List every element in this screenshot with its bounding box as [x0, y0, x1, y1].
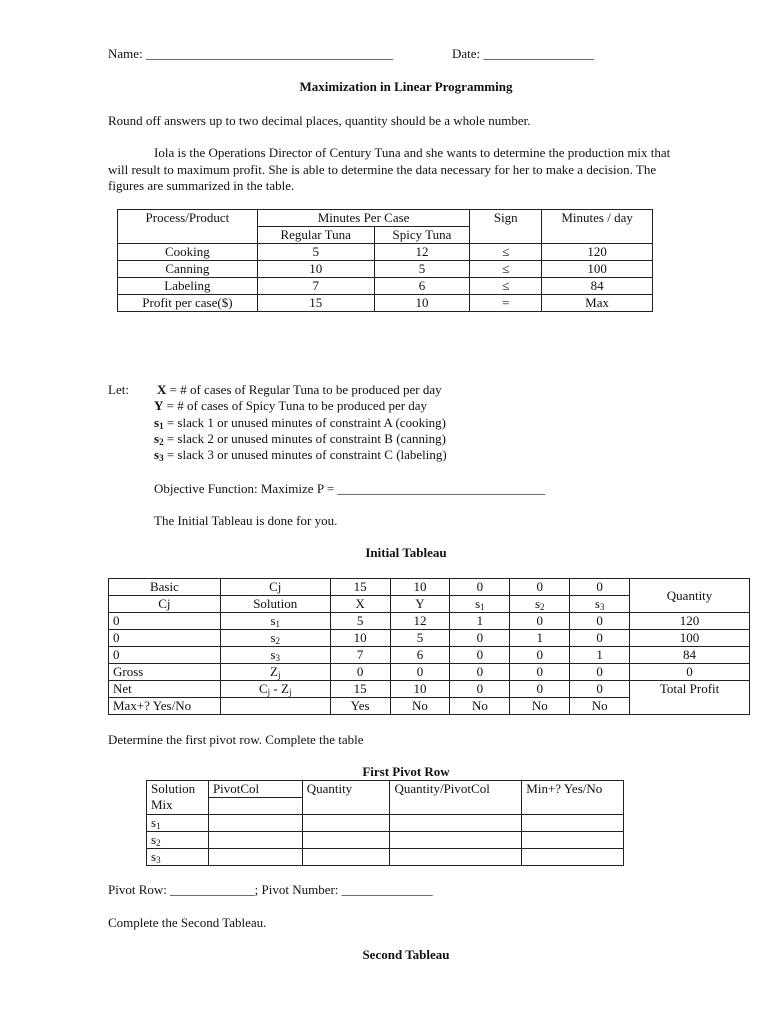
header-solution-line1: Solution	[151, 781, 196, 796]
cell: 10	[330, 630, 390, 647]
header-cj-col: Cj	[109, 596, 221, 613]
var-s: s	[151, 849, 157, 864]
var-s: s	[154, 447, 160, 462]
cell: 6	[374, 278, 470, 295]
var-s: s	[154, 431, 160, 446]
cell[interactable]	[208, 849, 302, 866]
cell: Yes	[330, 698, 390, 715]
initial-tableau	[108, 578, 750, 715]
cell: 12	[390, 613, 450, 630]
problem-line: will result to maximum profit. She is able to determine the data necessary for her to make a decision. The	[108, 161, 657, 177]
cell	[220, 698, 330, 715]
def-s1	[154, 415, 446, 431]
var-s: s	[270, 647, 276, 662]
cell: 120	[542, 244, 653, 261]
var-y: Y	[154, 398, 164, 413]
def-s3	[154, 447, 447, 463]
var-x: X	[157, 382, 167, 397]
cell: 0	[450, 647, 510, 664]
gross-label: Gross	[109, 664, 221, 681]
cell: 5	[390, 630, 450, 647]
cell: =	[470, 295, 542, 312]
table-row	[147, 849, 624, 866]
var-s: s	[475, 596, 481, 611]
sub: 1	[159, 421, 164, 431]
var-s: s	[151, 815, 157, 830]
cell: 10	[374, 295, 470, 312]
var-s: s	[270, 630, 276, 645]
header-solution-mix	[147, 781, 209, 815]
cell: 5	[374, 261, 470, 278]
cell: 0	[510, 647, 570, 664]
header-sign: Sign	[470, 210, 542, 244]
pivot-instruction: Determine the first pivot row. Complete the table	[108, 732, 364, 747]
row-cj: 0	[109, 613, 221, 630]
data-table	[117, 209, 653, 312]
row-cj: 0	[109, 630, 221, 647]
var-s3	[570, 596, 630, 613]
row-solution	[220, 647, 330, 664]
first-pivot-title: First Pivot Row	[362, 764, 450, 779]
first-pivot-table	[146, 780, 624, 866]
cell[interactable]	[522, 832, 624, 849]
net-row	[109, 681, 750, 698]
cell[interactable]	[390, 832, 522, 849]
cell: No	[570, 698, 630, 715]
cell: No	[510, 698, 570, 715]
cell[interactable]	[390, 849, 522, 866]
var-s: s	[594, 596, 600, 611]
header-per-day: Minutes / day	[542, 210, 653, 244]
row-solution	[220, 630, 330, 647]
sub: j	[288, 687, 292, 697]
sub: j	[277, 670, 281, 680]
date-field-label: Date: _________________	[452, 46, 594, 61]
def-x-text: = # of cases of Regular Tuna to be produced per day	[166, 382, 442, 397]
cell: ≤	[470, 278, 542, 295]
row-cj: 0	[109, 647, 221, 664]
cell[interactable]	[302, 849, 390, 866]
cell: 1	[510, 630, 570, 647]
cell: 0	[330, 664, 390, 681]
c-base: C	[258, 681, 268, 696]
table-row	[109, 647, 750, 664]
cell: 0	[570, 613, 630, 630]
problem-statement	[108, 145, 708, 195]
header-ratio: Quantity/PivotCol	[390, 781, 522, 815]
cell: 0	[510, 664, 570, 681]
header-solution-line2: Mix	[151, 797, 173, 812]
objective-function: Objective Function: Maximize P = ________________________________	[154, 481, 546, 496]
cj-value: 0	[570, 579, 630, 596]
cell: 7	[330, 647, 390, 664]
cell: 100	[542, 261, 653, 278]
cj-value: 15	[330, 579, 390, 596]
cell: 0	[450, 681, 510, 698]
header-cj: Cj	[220, 579, 330, 596]
cell: 10	[257, 261, 374, 278]
cell: ≤	[470, 244, 542, 261]
def-x	[157, 382, 442, 398]
cell[interactable]	[522, 849, 624, 866]
cell[interactable]	[302, 815, 390, 832]
header-regular: Regular Tuna	[257, 227, 374, 244]
cell: 0	[450, 664, 510, 681]
header-min: Min+? Yes/No	[522, 781, 624, 815]
row-label: Cooking	[118, 244, 258, 261]
instructions: Round off answers up to two decimal places, quantity should be a whole number.	[108, 113, 531, 128]
cell: 0	[450, 630, 510, 647]
sub: 3	[599, 602, 605, 612]
var-s: s	[534, 596, 541, 611]
cell[interactable]	[208, 798, 302, 815]
initial-tableau-title: Initial Tableau	[365, 545, 447, 560]
def-s2	[154, 431, 446, 447]
table-row	[147, 832, 624, 849]
row-label: Profit per case($)	[118, 295, 258, 312]
initial-note: The Initial Tableau is done for you.	[154, 513, 338, 528]
minus-z: - Z	[270, 681, 289, 696]
gross-quantity: 0	[630, 664, 750, 681]
cell: 5	[257, 244, 374, 261]
header-quantity: Quantity	[630, 579, 750, 613]
total-profit: Total Profit	[630, 681, 750, 715]
cell: No	[450, 698, 510, 715]
row-label: Labeling	[118, 278, 258, 295]
var-s: s	[151, 832, 157, 847]
name-field-label: Name: ______________________________________	[108, 46, 393, 61]
header-minutes: Minutes Per Case	[257, 210, 470, 227]
row-solution	[147, 832, 209, 849]
cell: 0	[510, 681, 570, 698]
sub: j	[267, 687, 271, 697]
sub: 1	[480, 602, 485, 612]
cell: Max	[542, 295, 653, 312]
cj-value: 0	[450, 579, 510, 596]
cell[interactable]	[302, 832, 390, 849]
var-x: X	[330, 596, 390, 613]
cell: No	[390, 698, 450, 715]
def-s1-text: = slack 1 or unused minutes of constraint A (cooking)	[163, 415, 447, 430]
def-y	[154, 398, 427, 414]
cell: 0	[390, 664, 450, 681]
row-solution	[147, 849, 209, 866]
table-row	[118, 244, 653, 261]
row-label: Canning	[118, 261, 258, 278]
table-row	[109, 630, 750, 647]
cj-value: 0	[510, 579, 570, 596]
let-label: Let:	[108, 382, 129, 397]
sub: 2	[156, 838, 161, 848]
header-pivotcol: PivotCol	[208, 781, 302, 798]
cj-value: 10	[390, 579, 450, 596]
cell: 1	[450, 613, 510, 630]
row-solution	[220, 613, 330, 630]
cell: 5	[330, 613, 390, 630]
sub: 3	[156, 855, 161, 865]
sub: 1	[275, 619, 280, 629]
document-title: Maximization in Linear Programming	[299, 79, 513, 94]
cell: 15	[257, 295, 374, 312]
table-row	[147, 815, 624, 832]
def-y-text: = # of cases of Spicy Tuna to be produced per day	[163, 398, 428, 413]
net-label: Net	[109, 681, 221, 698]
cell[interactable]	[208, 832, 302, 849]
row-quantity: 84	[630, 647, 750, 664]
second-instruction: Complete the Second Tableau.	[108, 915, 267, 930]
sub: 1	[156, 821, 161, 831]
var-s: s	[270, 613, 276, 628]
cell: ≤	[470, 261, 542, 278]
cell: 7	[257, 278, 374, 295]
var-s2	[510, 596, 570, 613]
gross-row	[109, 664, 750, 681]
table-row	[118, 261, 653, 278]
cell: 84	[542, 278, 653, 295]
sub: 3	[159, 453, 164, 463]
cell: 12	[374, 244, 470, 261]
header-spicy: Spicy Tuna	[374, 227, 470, 244]
cell: 0	[510, 613, 570, 630]
table-row	[118, 278, 653, 295]
cell: 15	[330, 681, 390, 698]
cell[interactable]	[522, 815, 624, 832]
table-row	[118, 295, 653, 312]
sub: 2	[540, 602, 545, 612]
var-s1	[450, 596, 510, 613]
sub: 2	[159, 437, 164, 447]
row-quantity: 120	[630, 613, 750, 630]
cell: 10	[390, 681, 450, 698]
header-quantity: Quantity	[302, 781, 390, 815]
row-quantity: 100	[630, 630, 750, 647]
row-solution	[147, 815, 209, 832]
sub: 2	[275, 636, 280, 646]
header-solution: Solution	[220, 596, 330, 613]
cell: 0	[570, 630, 630, 647]
sub: 3	[275, 653, 280, 663]
def-s3-text: = slack 3 or unused minutes of constraint C (labeling)	[163, 447, 447, 462]
header-process: Process/Product	[118, 210, 258, 244]
table-row	[109, 613, 750, 630]
second-tableau-title: Second Tableau	[362, 947, 450, 962]
cell[interactable]	[208, 815, 302, 832]
cell[interactable]	[390, 815, 522, 832]
pivot-row-line: Pivot Row: _____________; Pivot Number: ______________	[108, 882, 433, 897]
cell: 0	[570, 681, 630, 698]
cell: 6	[390, 647, 450, 664]
problem-line: figures are summarized in the table.	[108, 178, 295, 193]
cj-zj-label	[220, 681, 330, 698]
var-y: Y	[390, 596, 450, 613]
cell: 0	[570, 664, 630, 681]
cell: 1	[570, 647, 630, 664]
max-label: Max+? Yes/No	[109, 698, 221, 715]
def-s2-text: = slack 2 or unused minutes of constraint B (canning)	[163, 431, 447, 446]
header-basic: Basic	[109, 579, 221, 596]
zj-label	[220, 664, 330, 681]
problem-line: Iola is the Operations Director of Century Tuna and she wants to determine the production mix that	[154, 145, 671, 160]
z-base: Z	[269, 664, 278, 679]
var-s: s	[154, 415, 160, 430]
